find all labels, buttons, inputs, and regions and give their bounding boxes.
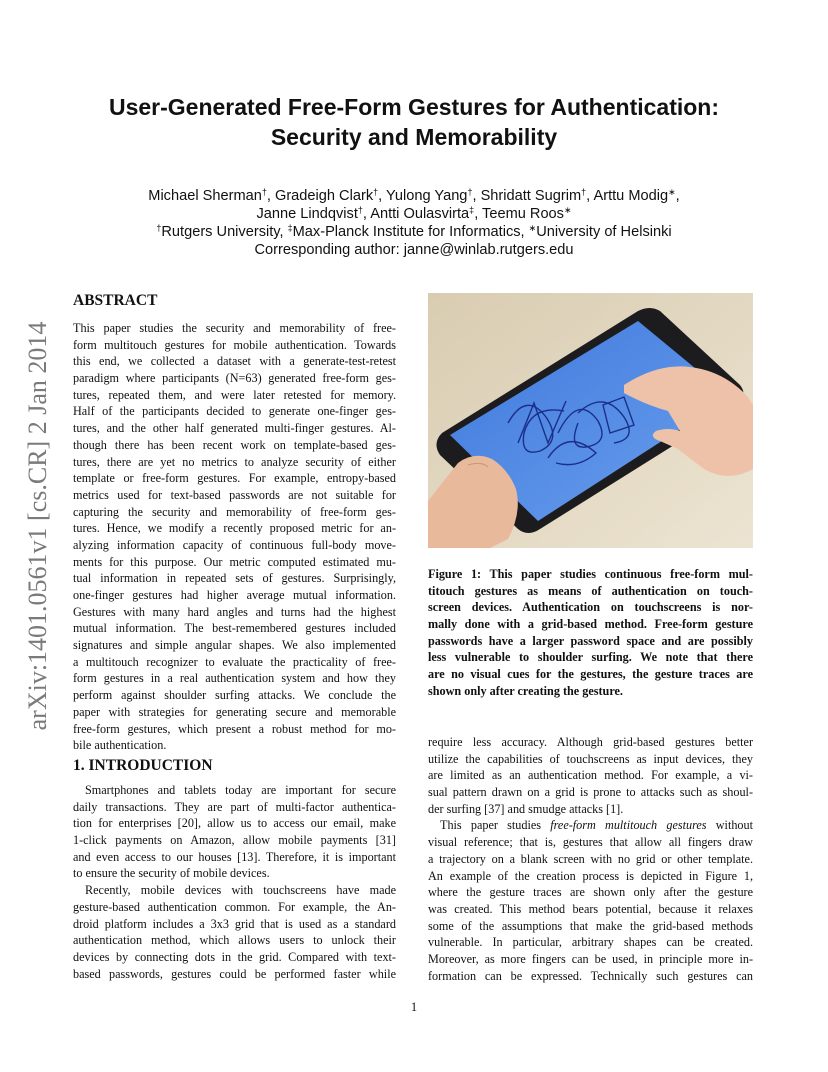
author-line-2: Janne Lindqvist†, Antti Oulasvirta‡, Teemu Roos∗	[256, 205, 572, 222]
text-line: mally done with a grid-based method. Free-form gesture	[428, 617, 753, 632]
corresponding-author: Corresponding author: janne@winlab.rutgers.edu	[254, 242, 574, 258]
abstract-body	[73, 320, 396, 754]
paper-title	[40, 92, 788, 152]
text-line: less vulnerable to shoulder surfing. We note that there	[428, 650, 753, 665]
text-line: ments for this purpose. Our metric computed estimated mu-	[73, 554, 396, 569]
text-line: daily transactions. They are part of multi-factor authentica-	[73, 799, 396, 814]
affiliation-mark: †	[357, 205, 363, 215]
figure-1-caption	[428, 566, 753, 700]
text-line: free-form gestures, which present a robust method for mo-	[73, 721, 396, 736]
introduction-body	[73, 782, 396, 982]
introduction-section	[73, 756, 396, 982]
text-line: perform against shoulder surfing attacks. We conclude the	[73, 688, 396, 703]
text-line: sual pattern drawn on a grid is prone to attacks such as shoul-	[428, 785, 753, 800]
text-line: based passwords, gestures could be performed faster while	[73, 966, 396, 981]
text-line: tures, and the other half generated multi-finger gestures. Al-	[73, 421, 396, 436]
page-number: 1	[410, 1000, 418, 1014]
author-name: Shridatt Sugrim	[480, 188, 582, 204]
text-line: are limited as an authentication method. For example, a vi-	[428, 768, 753, 783]
right-paragraph-1	[428, 734, 753, 817]
text-line: tures, repeated them, and were later retested for memory.	[73, 387, 396, 402]
affiliation-mark: ∗	[528, 223, 537, 233]
title-line-1: User-Generated Free-Form Gestures for Authentication:	[108, 94, 720, 120]
affiliation-line: †Rutgers University, ‡Max-Planck Institute for Informatics, ∗University of Helsinki	[156, 223, 672, 240]
right-paragraph-2	[428, 834, 753, 984]
text-line: this end, we collected a dataset with a generate-test-retest	[73, 354, 396, 369]
text-line: metrics used for text-based passwords are not suitable for	[73, 487, 396, 502]
author-name: Yulong Yang	[386, 188, 468, 204]
arxiv-stamp	[16, 305, 60, 747]
text-line: devices by connecting dots in the grid. Compared with text-	[73, 949, 396, 964]
text-line: template or free-form gestures. For example, entropy-based	[73, 471, 396, 486]
title-line-2: Security and Memorability	[270, 124, 558, 150]
text-line: alyzing information capacity of continuous full-body move-	[73, 537, 396, 552]
text-line	[428, 817, 753, 834]
text-line: paradigm where participants (N=63) generated free-form ges-	[73, 371, 396, 386]
text-line: shown only after creating the gesture.	[428, 683, 623, 698]
text-line: tion for enterprises [20], allow us to access our email, make	[73, 816, 396, 831]
text-line: der surfing [37] and smudge attacks [1].	[428, 801, 624, 816]
text-line: to ensure the security of mobile devices.	[73, 866, 270, 881]
affiliation-mark: ‡	[287, 223, 293, 233]
text-run: This paper studies	[440, 818, 551, 833]
affiliation-mark: †	[467, 187, 473, 197]
text-line: some of the assumptions that make the grid-based methods	[428, 918, 753, 933]
affiliation: Rutgers University	[161, 224, 280, 240]
text-line: a multitouch recognizer to evaluate the practicality of free-	[73, 654, 396, 669]
text-line: require less accuracy. Although grid-based gestures better	[428, 735, 753, 749]
text-line: are no visual cues for the gestures, the gesture traces are	[428, 667, 753, 682]
text-line: droid platform includes a 3x3 grid that is used as a standard	[73, 916, 396, 931]
text-line: form multitouch gestures for mobile authentication. Towards	[73, 337, 396, 352]
text-line: tual information in repeated sets of gestures. Surprisingly,	[73, 571, 396, 586]
text-line: signatures and simple angular shapes. We also implemented	[73, 638, 396, 653]
author-name: Antti Oulasvirta	[370, 206, 470, 222]
author-name: Gradeigh Clark	[274, 188, 374, 204]
text-line: vulnerable. In particular, arbitrary shapes can be created.	[428, 935, 753, 950]
affiliation: University of Helsinki	[536, 224, 672, 240]
text-line: passwords have a larger password space and are possibly	[428, 633, 753, 648]
text-line: gesture-based authentication common. For example, the An-	[73, 899, 396, 914]
affiliation-mark: ∗	[668, 187, 676, 197]
affiliation-mark: †	[156, 223, 162, 233]
text-line: Half of the participants decided to generate one-finger ges-	[73, 404, 396, 419]
text-line: tures. Hence, we modify a recently proposed metric for an-	[73, 521, 396, 536]
text-line: 1-click payments on Amazon, allow mobile payments [31]	[73, 833, 396, 848]
text-line: one-finger gestures had higher average mutual information.	[73, 588, 396, 602]
figure-1-photo	[428, 293, 753, 548]
affiliation-mark: ‡	[469, 205, 475, 215]
text-line: An example of the creation process is depicted in Figure 1,	[428, 868, 753, 883]
abstract-section	[73, 291, 396, 754]
text-line: Moreover, as more fingers can be used, in principle more in-	[428, 951, 753, 966]
abstract-heading: ABSTRACT	[73, 292, 158, 309]
text-run: without	[706, 818, 753, 833]
tablet-gesture-illustration	[428, 293, 753, 548]
text-line: Smartphones and tablets today are important for secure	[85, 783, 396, 797]
text-line: screen devices. Authentication on touchscreens is nor-	[428, 600, 753, 615]
author-line-1: Michael Sherman†, Gradeigh Clark†, Yulong Yang†, Shridatt Sugrim†, Arttu Modig∗,	[148, 187, 680, 204]
text-line: Gestures with many hard angles and turns had the highest	[73, 604, 396, 619]
text-line: a trajectory on a blank screen with no grid or other template.	[428, 851, 753, 866]
author-name: Michael Sherman	[148, 188, 262, 204]
arxiv-id: arXiv:1401.0561v1 [cs.CR] 2 Jan 2014	[23, 321, 52, 731]
text-line: Figure 1: This paper studies continuous free-form mul-	[428, 567, 753, 581]
text-line: though there has been recent work on template-based ges-	[73, 437, 396, 452]
text-line: bile authentication.	[73, 738, 167, 753]
text-line: form gestures in a real authentication system and how they	[73, 671, 396, 686]
introduction-continued	[428, 734, 753, 984]
text-line: paper with strategies for generating secure and memorable	[73, 704, 396, 719]
text-line: was created. This method bears potential, because it relaxes	[428, 901, 753, 916]
text-line: capturing the security and memorability of free-form ges-	[73, 504, 396, 519]
author-block	[40, 187, 788, 259]
introduction-heading: 1. INTRODUCTION	[73, 757, 213, 774]
text-line: tures, there are yet no metrics to analyze security of either	[73, 454, 396, 469]
text-line: mutual information. The best-remembered gestures included	[73, 621, 396, 636]
emphasized-text: free-form multitouch gestures	[550, 818, 707, 833]
author-name: Teemu Roos	[482, 206, 564, 222]
text-line: where the gesture traces are shown only after the gesture	[428, 885, 753, 900]
affiliation: Max-Planck Institute for Informatics	[292, 224, 521, 240]
text-line: authentication method, which allows users to unlock their	[73, 933, 396, 948]
affiliation-mark: †	[373, 187, 379, 197]
text-line: titouch gestures as means of authentication on touch-	[428, 583, 753, 598]
affiliation-mark: †	[261, 187, 267, 197]
affiliation-mark: †	[581, 187, 587, 197]
text-line: formation can be expressed. Technically such gestures can	[428, 968, 753, 983]
affiliation-mark: ∗	[563, 205, 572, 215]
text-line: utilize the capabilities of touchscreens as input devices, they	[428, 751, 753, 766]
author-name: Arttu Modig	[593, 188, 669, 204]
text-line: This paper studies the security and memorability of free-	[73, 321, 396, 335]
text-line: and even access to our houses [13]. Therefore, it is important	[73, 849, 396, 864]
author-name: Janne Lindqvist	[256, 206, 358, 222]
text-line: visual reference; that is, gestures that allow all fingers draw	[428, 835, 753, 850]
text-line: Recently, mobile devices with touchscreens have made	[85, 883, 396, 898]
